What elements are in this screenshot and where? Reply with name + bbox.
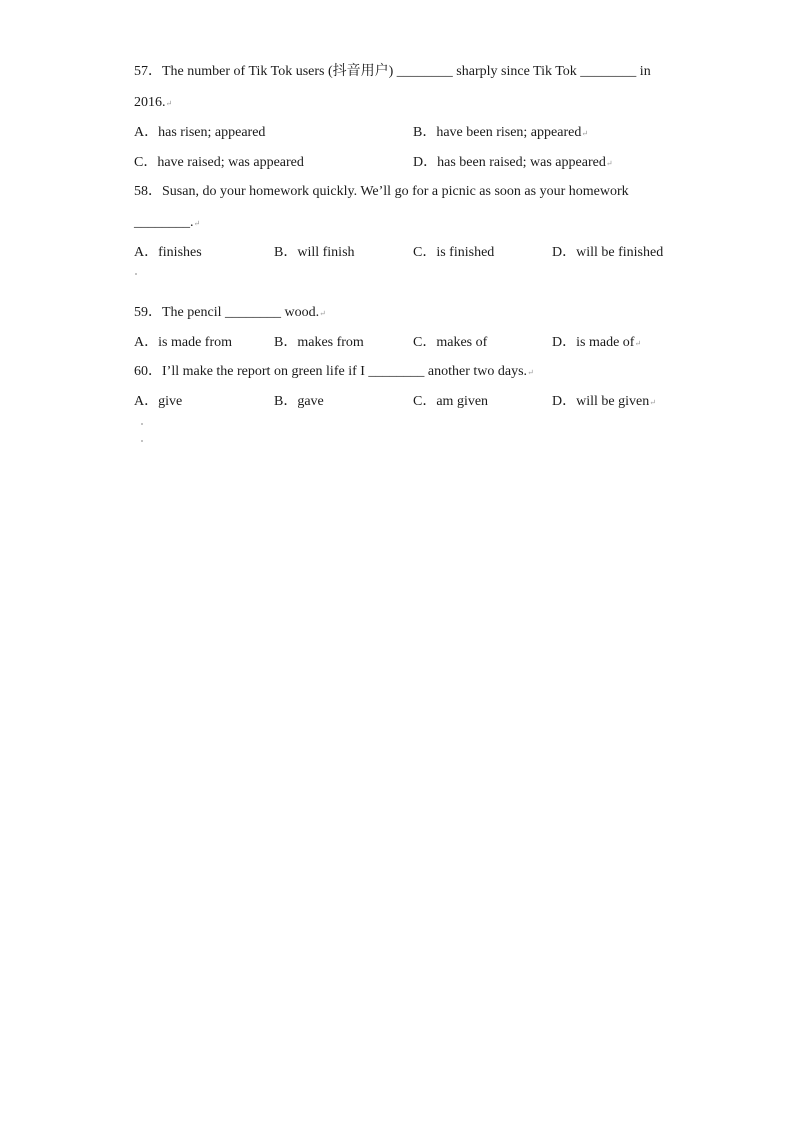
paragraph-mark	[141, 440, 143, 442]
question-57-stem-continued: 2016.↵	[134, 95, 173, 110]
question-58-option-b: B．will finish	[274, 245, 355, 260]
question-60-stem: 60．I’ll make the report on green life if I ________ another two days.↵	[134, 364, 534, 379]
question-57-option-a: A．has risen; appeared	[134, 125, 266, 140]
question-59-option-d: D．is made of↵	[552, 335, 642, 350]
question-58-option-c: C．is finished	[413, 245, 495, 260]
question-60-option-d: D．will be given↵	[552, 394, 656, 409]
question-60-option-b: B．gave	[274, 394, 324, 409]
question-59-option-b: B．makes from	[274, 335, 364, 350]
question-57-option-b: B．have been risen; appeared↵	[413, 125, 589, 140]
paragraph-mark	[135, 273, 137, 275]
question-60-option-a: A．give	[134, 394, 183, 409]
question-57-option-c: C．have raised; was appeared	[134, 155, 304, 170]
question-59-stem: 59．The pencil ________ wood.↵	[134, 305, 326, 320]
paragraph-mark	[141, 423, 143, 425]
question-58-option-d: D．will be finished	[552, 245, 664, 260]
question-58-option-a: A．finishes	[134, 245, 202, 260]
question-58-stem: 58．Susan, do your homework quickly. We’ll go for a picnic as soon as your homework	[134, 184, 629, 199]
question-57-stem: 57．The number of Tik Tok users (抖音用户) ________ sharply since Tik Tok ________ in	[134, 64, 651, 79]
question-57-option-d: D．has been raised; was appeared↵	[413, 155, 613, 170]
question-59-option-c: C．makes of	[413, 335, 488, 350]
question-60-option-c: C．am given	[413, 394, 489, 409]
question-58-stem-continued: ________.↵	[134, 215, 201, 230]
question-59-option-a: A．is made from	[134, 335, 232, 350]
